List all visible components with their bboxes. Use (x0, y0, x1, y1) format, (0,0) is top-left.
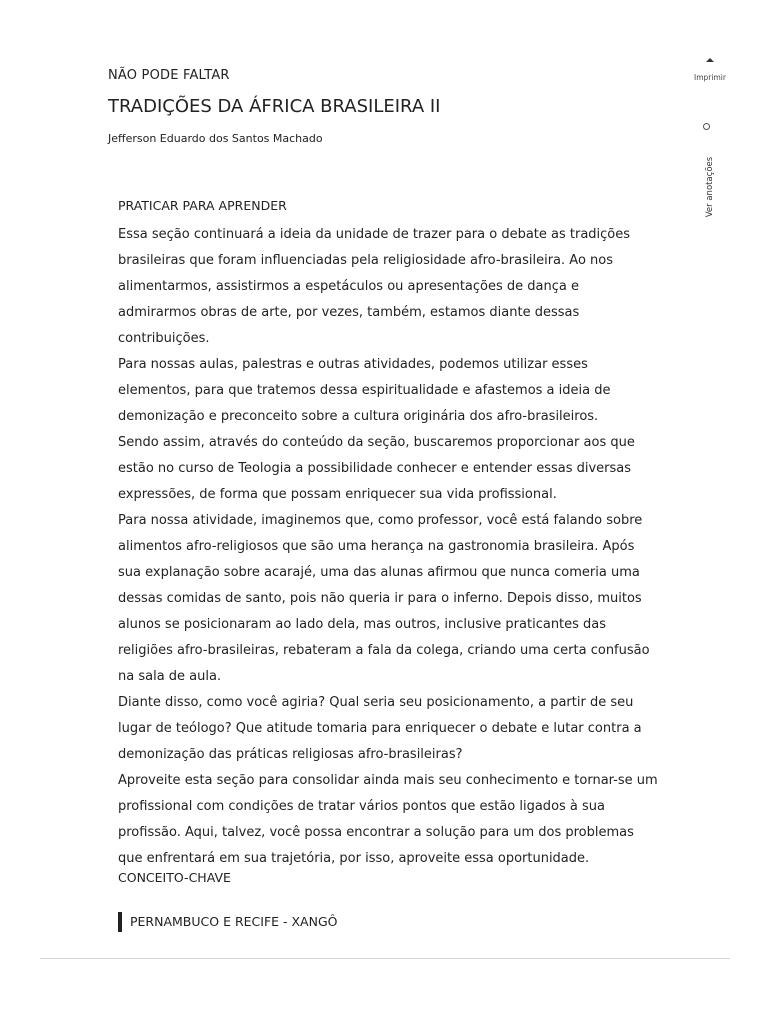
caret-up-icon (706, 58, 714, 62)
print-button[interactable] (690, 58, 730, 84)
notes-circle-icon (703, 123, 710, 130)
section-heading: PRATICAR PARA APRENDER (118, 198, 287, 213)
print-label: Imprimir (694, 73, 726, 82)
author-name: Jefferson Eduardo dos Santos Machado (108, 132, 323, 145)
paragraph: Diante disso, como você agiria? Qual seria seu posicionamento, a partir de seu lugar de teólogo? Que atitude tomaria para enriquecer o debate e lutar contra a demonização das práticas religiosas afro-brasileiras? (118, 695, 642, 762)
paragraph: Para nossa atividade, imaginemos que, como professor, você está falando sobre alimentos afro-religiosos que são uma herança na gastronomia brasileira. Após sua explanação sobre acarajé, uma das alunas afirmou que nunca comeria uma dessas comidas de santo, pois não queria ir para o inferno. Depois disso, muitos alunos se posicionaram ao lado dela, mas outros, inclusive praticantes das religiões afro-brasileiras, rebateram a fala da colega, criando uma certa confusão na sala de aula. (118, 513, 650, 684)
paragraph: Essa seção continuará a ideia da unidade de trazer para o debate as tradições brasileiras que foram influenciadas pela religiosidade afro-brasileira. Ao nos alimentarmos, assistirmos a espetáculos ou apresentações de dança e admirarmos obras de arte, por vezes, também, estamos diante dessas contribuições. (118, 227, 631, 346)
view-notes-button[interactable]: Ver anotações (705, 156, 715, 218)
paragraph: Sendo assim, através do conteúdo da seção, buscaremos proporcionar aos que estão no curso de Teologia a possibilidade conhecer e entender essas diversas expressões, de forma que possam enriquecer sua vida profissional. (118, 435, 635, 502)
paragraph: Aproveite esta seção para consolidar ainda mais seu conhecimento e tornar-se um profissional com condições de tratar vários pontos que estão ligados à sua profissão. Aqui, talvez, você possa encontrar a solução para um dos problemas que enfrentará em sua trajetória, por isso, aproveite essa oportunidade. (118, 773, 658, 866)
bottom-divider (40, 958, 730, 959)
concept-subheading: PERNAMBUCO E RECIFE - XANGÔ (118, 912, 337, 932)
body-text (118, 222, 658, 872)
section-kicker: NÃO PODE FALTAR (108, 68, 230, 83)
paragraph: Para nossas aulas, palestras e outras atividades, podemos utilizar esses elementos, para que tratemos dessa espiritualidade e afastemos a ideia de demonização e preconceito sobre a cultura originária dos afro-brasileiros. (118, 357, 611, 424)
page-title: TRADIÇÕES DA ÁFRICA BRASILEIRA II (108, 96, 441, 117)
concept-heading: CONCEITO-CHAVE (118, 870, 231, 885)
